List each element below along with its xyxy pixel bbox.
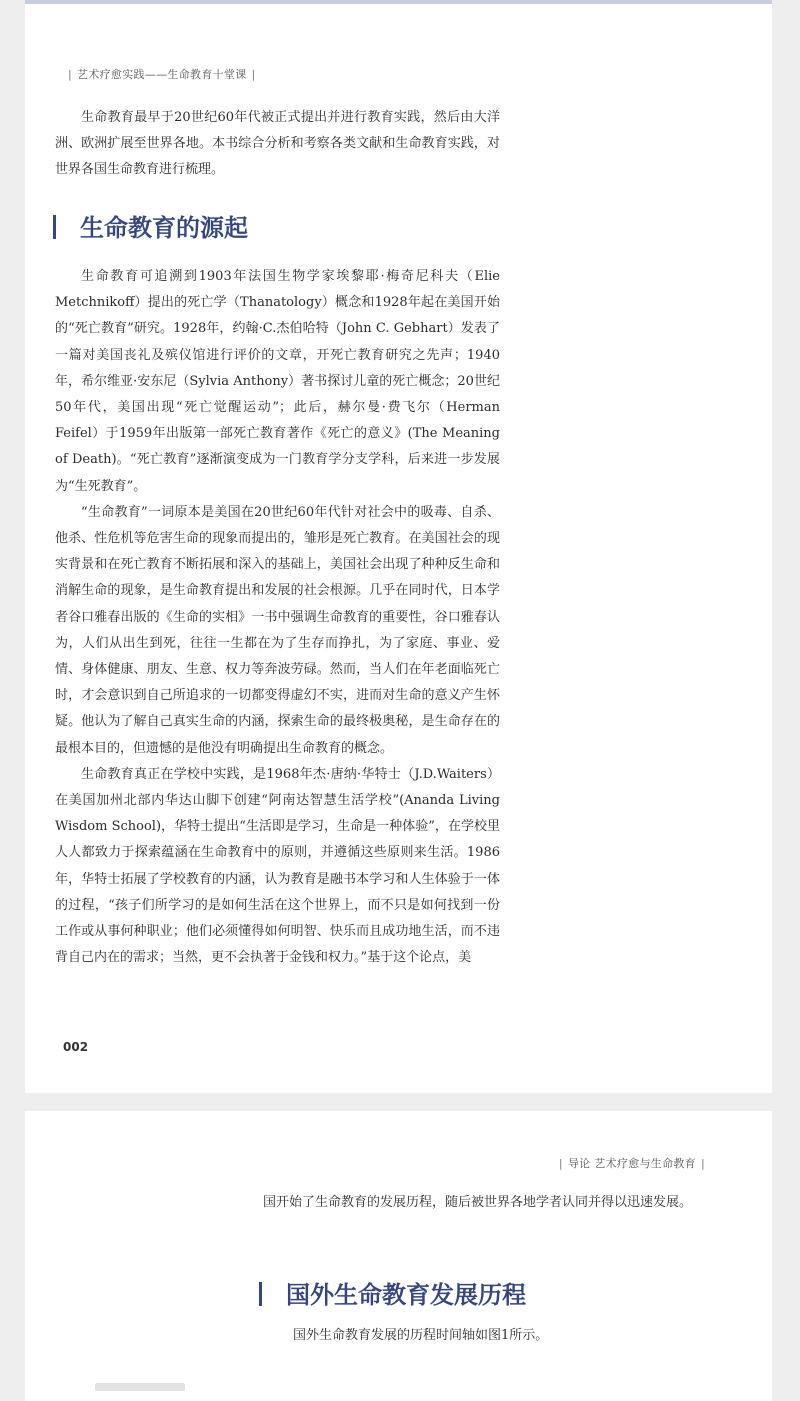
section-title-text: 国外生命教育发展历程 [286, 1281, 526, 1309]
cut-off-text-line [95, 1383, 185, 1391]
body-paragraph-2: “生命教育”一词原本是美国在20世纪60年代针对社会中的吸毒、自杀、他杀、性危机等危害生命的现象而提出的，雏形是死亡教育。在美国社会的现实背景和在死亡教育不断拓展和深入的基础上，美国社会出现了种种反生命和消解生命的现象，是生命教育提出和发展的社会根源。几乎在同时代，日本学者谷口雅春出版的《生命的实相》一书中强调生命教育的重要性，谷口雅春认为，人们从出生到死，往往一生都在为了生存而挣扎，为了家庭、事业、爱情、身体健康、朋友、生意、权力等奔波劳碌。然而，当人们在年老面临死亡时，才会意识到自己所追求的一切都变得虚幻不实，进而对生命的意义产生怀疑。他认为了解自己真实生命的内涵，探索生命的最终极奥秘，是生命存在的最根本目的，但遗憾的是他没有明确提出生命教育的概念。 [55, 504, 500, 756]
section-title-text: 生命教育的源起 [80, 214, 248, 242]
intro-block [55, 105, 500, 184]
intro-paragraph: 生命教育最早于20世纪60年代被正式提出并进行教育实践，然后由大洋洲、欧洲扩展至世界各地。本书综合分析和考察各类文献和生命教育实践，对世界各国生命教育进行梳理。 [55, 110, 500, 178]
title-accent-bar [259, 1282, 262, 1306]
body-text [293, 1323, 713, 1349]
continuation-paragraph: 国开始了生命教育的发展历程，随后被世界各地学者认同并得以迅速发展。 [263, 1195, 693, 1210]
page-002 [25, 4, 772, 1093]
body-paragraph-3: 生命教育真正在学校中实践，是1968年杰·唐纳·华特士（J.D.Waiters）在美国加州北部内华达山脚下创建“阿南达智慧生活学校”(Ananda Living Wisdom School)，华特士提出“生活即是学习，生命是一种体验”，在学校里人人都致力于探索蕴涵在生命教育中的原则，并遵循这些原则来生活。1986年，华特士拓展了学校教育的内涵，认为教育是融书本学习和人生体验于一体的过程，“孩子们所学习的是如何生活在这个世界上，而不只是如何找到一份工作或从事何种职业；他们必须懂得如何明智、快乐而且成功地生活，而不违背自己内在的需求；当然，更不会执著于金钱和权力。”基于这个论点，美 [55, 766, 500, 966]
continuation-block [263, 1190, 713, 1216]
body-paragraph-1: 生命教育可追溯到1903年法国生物学家埃黎耶·梅奇尼科夫（Elie Metchnikoff）提出的死亡学（Thanatology）概念和1928年起在美国开始的“死亡教育”研究。1928年，约翰·C.杰伯哈特（John C. Gebhart）发表了一篇对美国丧礼及殡仪馆进行评价的文章，开死亡教育研究之先声；1940年，希尔维亚·安东尼（Sylvia Anthony）著书探讨儿童的死亡概念；20世纪50年代，美国出现“死亡觉醒运动”；此后，赫尔曼·费飞尔（Herman Feifel）于1959年出版第一部死亡教育著作《死亡的意义》(The Meaning of Death)。“死亡教育”逐渐演变成为一门教育学分支学科，后来进一步发展为“生死教育”。 [55, 269, 500, 494]
running-header: | 艺术疗愈实践——生命教育十堂课 | [68, 68, 256, 81]
title-accent-bar [53, 215, 56, 239]
running-header-text: 艺术疗愈实践——生命教育十堂课 [77, 68, 247, 81]
running-header-text: 导论 艺术疗愈与生命教育 [567, 1157, 696, 1170]
page-003 [25, 1111, 772, 1401]
section-title-origin [53, 208, 248, 243]
body-paragraph-1: 国外生命教育发展的历程时间轴如图1所示。 [293, 1328, 549, 1343]
body-text [55, 264, 500, 971]
section-title-abroad [259, 1275, 526, 1310]
running-header: | 导论 艺术疗愈与生命教育 | [558, 1157, 705, 1170]
page-number: 002 [63, 1040, 89, 1054]
